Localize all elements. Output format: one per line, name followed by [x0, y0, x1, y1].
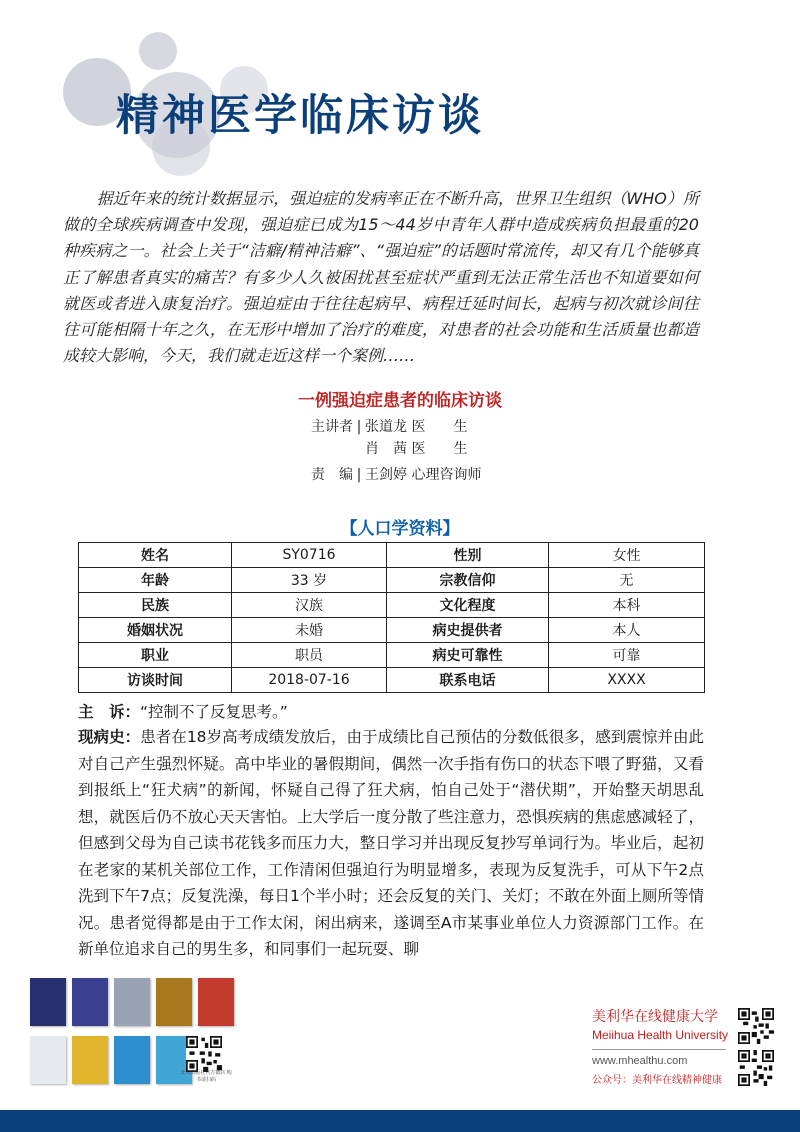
university-block: [592, 1006, 732, 1086]
book-cover: [114, 1036, 150, 1084]
field-label: 性别: [387, 543, 549, 568]
book-cover: [30, 1036, 66, 1084]
case-title: 一例强迫症患者的临床访谈: [298, 391, 502, 411]
field-value: 2018-07-16: [232, 668, 387, 693]
field-label: 访谈时间: [79, 668, 232, 693]
credit-divider: |: [356, 419, 362, 435]
editor-role: 责 编: [311, 467, 353, 483]
complaint-label: 主 诉：: [78, 703, 141, 721]
speaker-2: 肖 茜 医 生: [365, 441, 468, 457]
table-row: [79, 668, 705, 693]
editor-name: 王剑婷 心理咨询师: [365, 467, 482, 483]
intro-paragraph: 据近年来的统计数据显示，强迫症的发病率正在不断升高，世界卫生组织（WHO）所做的全球疾病调查中发现，强迫症已成为15～44岁中青年人群中造成疾病负担最重的20种疾病之一。社会上关于“洁癖/精神洁癖”、“强迫症”的话题时常流传，却又有几个能够真正了解患者真实的痛苦？有多少人久被困扰甚至症状严重到无法正常生活也不知道要如何就医或者进入康复治疗。强迫症由于往往起病早、病程迁延时间长，起病与初次就诊间往往可能相隔十年之久，在无形中增加了治疗的难度，对患者的社会功能和生活质量也都造成较大影响，今天，我们就走近这样一个案例……: [63, 189, 699, 366]
present-illness: [78, 724, 704, 963]
field-label: 宗教信仰: [387, 568, 549, 593]
field-value: 33 岁: [232, 568, 387, 593]
field-value: 汉族: [232, 593, 387, 618]
field-value: 本科: [549, 593, 705, 618]
footer-bar: [0, 1110, 800, 1132]
complaint-text: “控制不了反复思考。”: [140, 703, 288, 721]
field-value: XXXX: [549, 668, 705, 693]
table-row: [79, 593, 705, 618]
field-label: 病史可靠性: [387, 643, 549, 668]
public-account: 公众号：美利华在线精神健康: [592, 1075, 722, 1086]
field-value: 本人: [549, 618, 705, 643]
qr-code-icon: [738, 1050, 774, 1086]
table-row: [79, 543, 705, 568]
field-label: 姓名: [79, 543, 232, 568]
demographics-table: [78, 542, 705, 693]
page-title: 精神医学临床访谈: [116, 91, 484, 141]
qr-caption: 北大出版社官方微店 购书请扫码: [180, 1070, 232, 1083]
website-url: www.mhealthu.com: [592, 1055, 688, 1067]
book-cover: [114, 978, 150, 1026]
field-value: 女性: [549, 543, 705, 568]
field-value: SY0716: [232, 543, 387, 568]
divider: [592, 1049, 726, 1050]
book-cover: [30, 978, 66, 1026]
field-label: 职业: [79, 643, 232, 668]
field-label: 婚姻状况: [79, 618, 232, 643]
field-label: 联系电话: [387, 668, 549, 693]
book-cover: [156, 978, 192, 1026]
book-cover: [72, 978, 108, 1026]
book-cover: [198, 978, 234, 1026]
field-label: 文化程度: [387, 593, 549, 618]
field-value: 未婚: [232, 618, 387, 643]
table-row: [79, 643, 705, 668]
field-label: 年龄: [79, 568, 232, 593]
field-label: 民族: [79, 593, 232, 618]
table-row: [79, 618, 705, 643]
demographics-title: 【人口学资料】: [340, 519, 460, 539]
field-value: 可靠: [549, 643, 705, 668]
university-name-cn: 美利华在线健康大学: [592, 1009, 718, 1025]
book-cover: [72, 1036, 108, 1084]
field-label: 病史提供者: [387, 618, 549, 643]
field-value: 职员: [232, 643, 387, 668]
credit-divider: |: [356, 467, 362, 483]
speaker-1: 张道龙 医 生: [365, 419, 468, 435]
chief-complaint: [78, 700, 704, 724]
history-text: 患者在18岁高考成绩发放后，由于成绩比自己预估的分数低很多，感到震惊并由此对自己产生强烈怀疑。高中毕业的暑假期间，偶然一次手指有伤口的状态下喂了野猫，又看到报纸上“狂犬病”的新闻，怀疑自己得了狂犬病，怕自己处于“潜伏期”，开始整天胡思乱想，就医后仍不放心天天害怕。上大学后一度分散了些注意力，恐惧疾病的焦虑感减轻了，但感到父母为自己读书花钱多而压力大，整日学习并出现反复抄写单词行为。毕业后，起初在老家的某机关部位工作，工作清闲但强迫行为明显增多，表现为反复洗手，可从下午2点洗到下午7点；反复洗澡，每日1个半小时；还会反复的关门、关灯；不敢在外面上厕所等情况。患者觉得都是由于工作太闲，闲出病来，遂调至A市某事业单位人力资源部门工作。在新单位追求自己的男生多，和同事们一起玩耍、聊: [78, 728, 704, 958]
field-value: 无: [549, 568, 705, 593]
qr-code-icon: [186, 1036, 222, 1072]
speaker-role: 主讲者: [311, 419, 353, 435]
table-row: [79, 568, 705, 593]
history-label: 现病史：: [78, 728, 141, 746]
university-name-en: Meiihua Health University: [592, 1028, 729, 1042]
credits: [303, 416, 481, 486]
qr-code-icon: [738, 1008, 774, 1044]
